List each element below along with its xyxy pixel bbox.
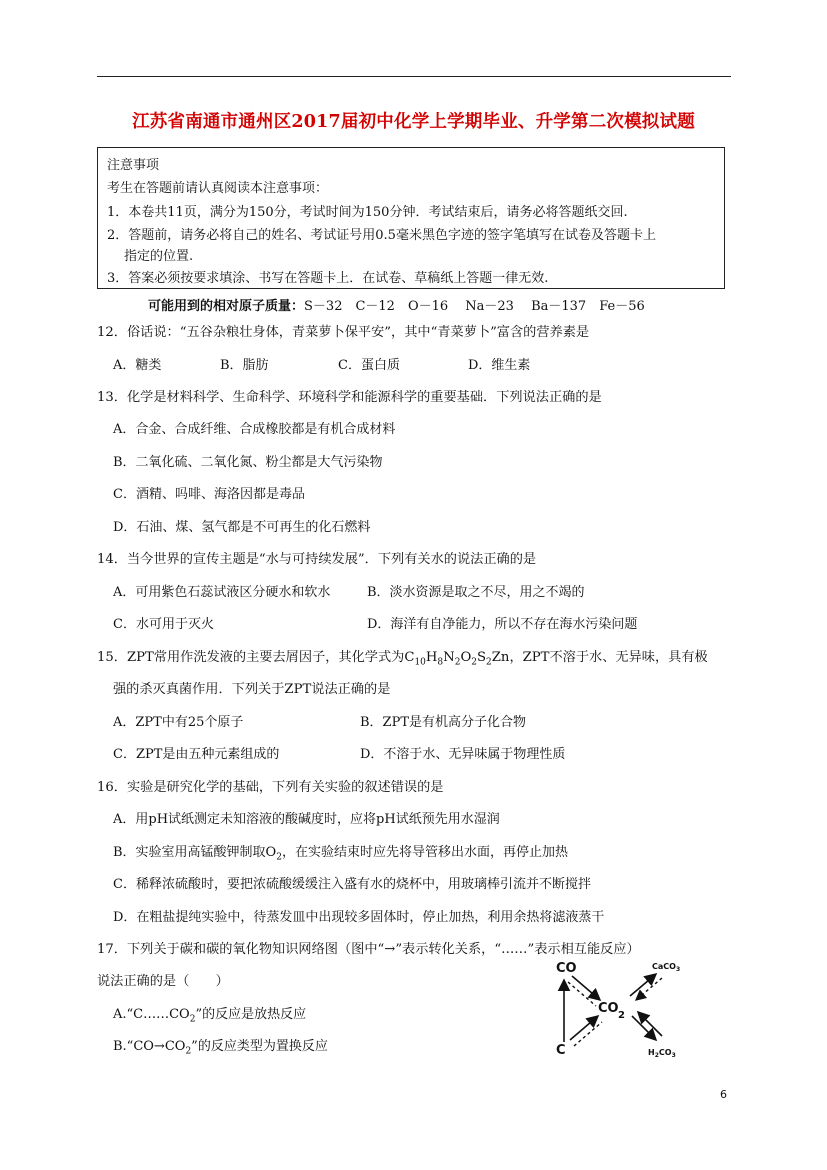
q17-option-b	[113, 1035, 328, 1057]
notice-item-2: 2．答题前，请务必将自己的姓名、考试证号用0.5毫米黑色字迹的签字笔填写在试卷及答题卡上	[107, 228, 656, 243]
notice-item-3: 3．答案必须按要求填涂、书写在答题卡上．在试卷、草稿纸上答题一律无效.	[107, 271, 549, 286]
q15-stem-part1: 15．ZPT常用作洗发液的主要去屑因子，其化学式为C	[97, 650, 415, 665]
question-17-stem: 17．下列关于碳和碳的氧化物知识网络图（图中“→”表示转化关系，“……”表示相互能反应）	[97, 942, 640, 957]
formula-s: S	[476, 650, 487, 665]
atomic-masses-values: S－32 C－12 O－16 Na－23 Ba－137 Fe－56	[304, 299, 645, 314]
carbon-network-diagram	[548, 952, 698, 1062]
question-14-stem: 14．当今世界的宣传主题是“水与可持续发展”．下列有关水的说法正确的是	[97, 552, 537, 567]
q12-option-c: C．蛋白质	[338, 358, 400, 373]
arrow-co-co2	[572, 976, 600, 1000]
q14-option-c: C．水可用于灭火	[113, 617, 214, 632]
q17-option-a-part1: A.“C……CO	[113, 1007, 190, 1022]
formula-h: H	[425, 650, 438, 665]
atomic-masses-label: 可能用到的相对原子质量：	[148, 299, 305, 314]
arrow-co2-caco3	[630, 974, 656, 996]
question-13-stem: 13．化学是材料科学、生命科学、环境科学和能源科学的重要基础．下列说法正确的是	[97, 390, 602, 405]
q13-option-a: A．合金、合成纤维、合成橡胶都是有机合成材料	[113, 422, 396, 437]
header-rule	[97, 76, 731, 77]
node-co2: CO	[598, 1001, 619, 1016]
q12-option-d: D．维生素	[468, 358, 531, 373]
q15-option-d: D．不溶于水、无异味属于物理性质	[360, 747, 566, 762]
arrow-c-co2	[570, 1016, 598, 1040]
node-h2co3: $H_2CO_3$	[648, 1048, 676, 1059]
formula-sub-8: 8	[437, 657, 444, 668]
page-title: 江苏省南通市通州区2017届初中化学上学期毕业、升学第二次模拟试题	[132, 112, 695, 132]
question-15-stem-cont: 强的杀灭真菌作用．下列关于ZPT说法正确的是	[113, 682, 391, 697]
formula-n: N	[443, 650, 455, 665]
q16-option-b-part1: B．实验室用高锰酸钾制取O	[113, 845, 277, 860]
formula-sub-10: 10	[414, 657, 426, 668]
q15-option-c: C．ZPT是由五种元素组成的	[113, 747, 280, 762]
q16-option-a: A．用pH试纸测定未知溶液的酸碱度时，应将pH试纸预先用水湿润	[113, 812, 500, 827]
q15-option-a: A．ZPT中有25个原子	[113, 715, 244, 730]
q17-option-a-part2: ”的反应是放热反应	[195, 1007, 307, 1022]
q15-stem-part2: ，ZPT不溶于水、无异味，具有极	[509, 650, 708, 665]
q12-option-a: A．糖类	[113, 358, 162, 373]
q16-option-b-sub: 2	[276, 852, 282, 863]
node-caco3: CaCO$_3$	[652, 962, 681, 973]
node-co: CO	[556, 961, 577, 976]
notice-intro: 考生在答题前请认真阅读本注意事项：	[107, 181, 329, 196]
atomic-masses	[148, 295, 645, 314]
q14-option-a: A．可用紫色石蕊试液区分硬水和软水	[113, 585, 331, 600]
q15-option-b: B．ZPT是有机高分子化合物	[360, 715, 527, 730]
page-number: 6	[720, 1088, 727, 1101]
node-c: C	[556, 1043, 566, 1058]
q17-option-b-part2: ”的反应类型为置换反应	[191, 1039, 328, 1054]
q16-option-b-part2: ，在实验结束时应先将导管移出水面，再停止加热	[281, 845, 568, 860]
q13-option-d: D．石油、煤、氢气都是不可再生的化石燃料	[113, 520, 371, 535]
q12-option-b: B．脂肪	[220, 358, 269, 373]
q16-option-b	[113, 841, 568, 863]
question-16-stem: 16．实验是研究化学的基础，下列有关实验的叙述错误的是	[97, 780, 444, 795]
question-15-stem	[97, 646, 708, 668]
q17-option-a	[113, 1003, 306, 1025]
arrow-caco3-co2	[636, 978, 662, 1000]
question-17-stem-cont: 说法正确的是（ ）	[97, 974, 229, 989]
q17-option-a-sub: 2	[189, 1014, 196, 1025]
q14-option-b: B．淡水资源是取之不尽，用之不竭的	[367, 585, 585, 600]
formula-zn: Zn	[491, 650, 510, 665]
q14-option-d: D．海洋有自净能力，所以不存在海水污染问题	[367, 617, 638, 632]
arrow-co2-h2co3	[632, 1016, 656, 1040]
q17-option-b-part1: B.“CO→CO	[113, 1039, 186, 1054]
formula-o: O	[460, 650, 472, 665]
notice-box	[97, 147, 725, 289]
notice-item-2-cont: 指定的位置.	[124, 249, 194, 264]
formula-sub-2c: 2	[486, 657, 492, 668]
question-12-stem: 12．俗话说：“五谷杂粮壮身体，青菜萝卜保平安”，其中“青菜萝卜”富含的营养素是	[97, 325, 590, 340]
formula-sub-2b: 2	[471, 657, 477, 668]
notice-item-1: 1．本卷共11页，满分为150分，考试时间为150分钟．考试结束后，请务必将答题纸交回.	[107, 205, 628, 220]
q16-option-c: C．稀释浓硫酸时，要把浓硫酸缓缓注入盛有水的烧杯中，用玻璃棒引流并不断搅拌	[113, 877, 591, 892]
arrow-h2co3-co2	[638, 1012, 662, 1036]
q17-option-b-sub: 2	[185, 1046, 192, 1057]
formula-sub-2a: 2	[454, 657, 461, 668]
notice-heading: 注意事项	[107, 158, 160, 173]
q13-option-c: C．酒精、吗啡、海洛因都是毒品	[113, 487, 305, 502]
q13-option-b: B．二氧化硫、二氧化氮、粉尘都是大气污染物	[113, 455, 383, 470]
q16-option-d: D．在粗盐提纯实验中，待蒸发皿中出现较多固体时，停止加热，利用余热将滤液蒸干	[113, 910, 605, 925]
node-co2-subscript: 2	[618, 1010, 625, 1021]
